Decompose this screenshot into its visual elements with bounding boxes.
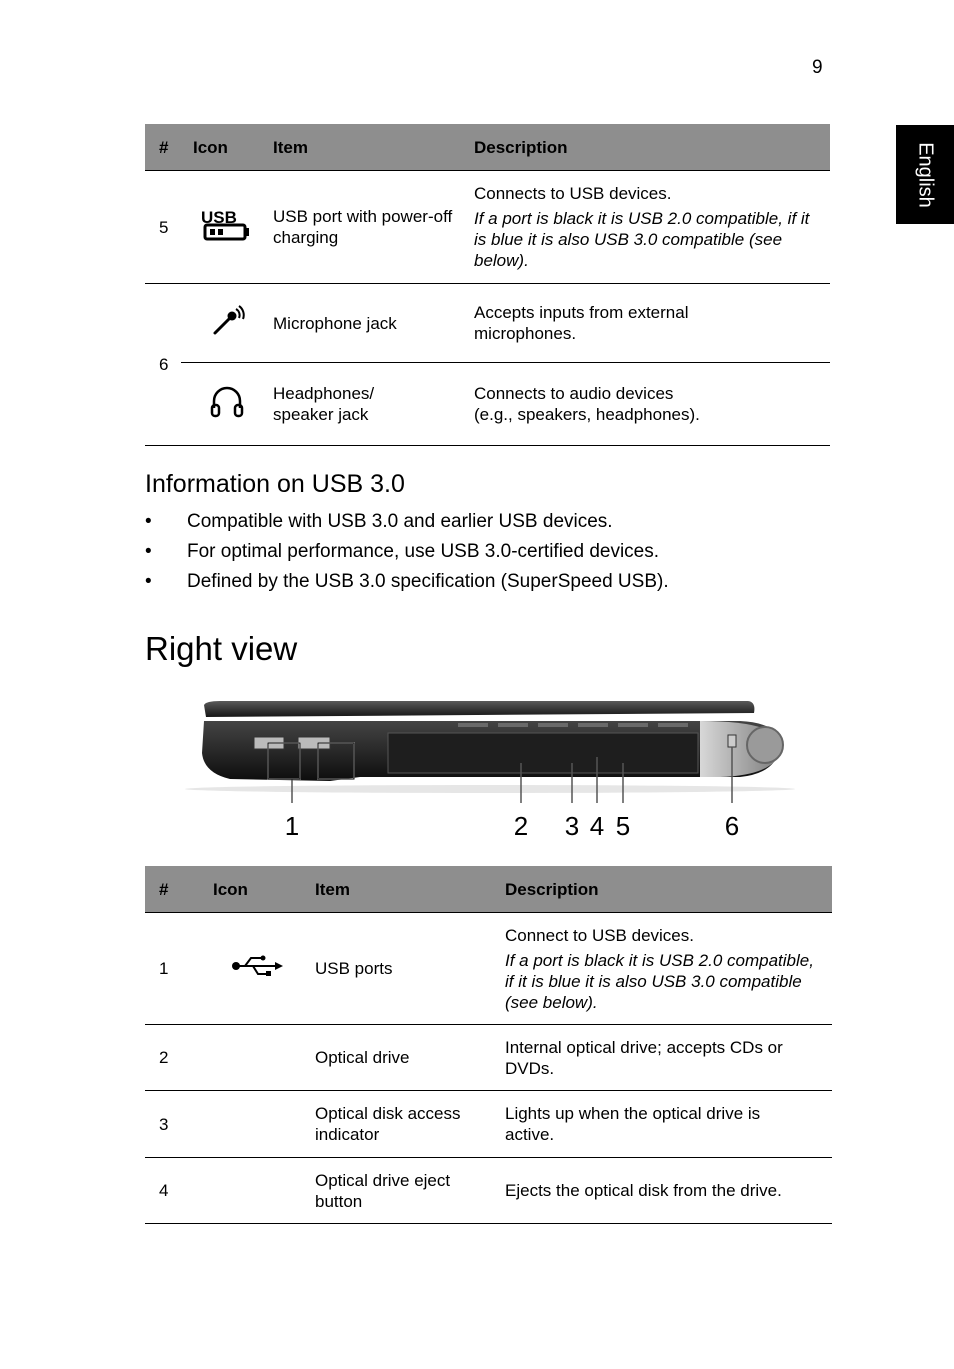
row-description [474, 171, 830, 284]
right-view-spec-table [145, 866, 832, 1224]
table-row [145, 913, 832, 1025]
language-tab [896, 125, 954, 224]
usb-info-list [145, 510, 669, 600]
row-item: Microphone jack [273, 284, 474, 363]
col-header-num: # [145, 866, 199, 913]
list-item-text: Compatible with USB 3.0 and earlier USB devices. [187, 511, 613, 532]
description-text: Connect to USB devices. [505, 925, 694, 945]
row-item: Headphones/ speaker jack [273, 363, 474, 446]
row-description: Accepts inputs from external microphones. [474, 284, 830, 363]
callout-label: 4 [589, 811, 605, 841]
language-tab-label: English [914, 141, 937, 208]
right-view-heading: Right view [145, 630, 298, 667]
col-header-description: Description [474, 124, 830, 171]
laptop-illustration [180, 693, 810, 808]
description-note: If a port is black it is USB 2.0 compatible, if it is blue it is also USB 3.0 compatible (see below). [505, 950, 814, 1012]
row-item: USB port with power-off charging [273, 171, 474, 284]
col-header-item: Item [315, 866, 505, 913]
col-header-description: Description [505, 866, 832, 913]
row-description [474, 363, 830, 446]
col-header-num: # [145, 124, 181, 171]
table-row [145, 284, 830, 363]
row-item: Optical drive [315, 1025, 505, 1091]
description-note: If a port is black it is USB 2.0 compatible, if it is blue it is also USB 3.0 compatible (see below). [474, 209, 810, 270]
description-text: (e.g., speakers, headphones). [474, 405, 700, 424]
table-row [145, 1025, 832, 1091]
description-text: Connects to USB devices. [474, 184, 672, 203]
col-header-icon: Icon [181, 124, 273, 171]
row-num: 2 [145, 1025, 199, 1091]
description-text: Connects to audio devices [474, 384, 674, 403]
row-num: 4 [145, 1158, 199, 1224]
row-item: USB ports [315, 913, 505, 1025]
page-number: 9 [812, 57, 823, 78]
row-num: 3 [145, 1091, 199, 1158]
callout-label: 6 [724, 811, 740, 841]
laptop-right-view-figure [180, 693, 810, 843]
row-description: Ejects the optical disk from the drive. [505, 1158, 832, 1224]
table-row [145, 171, 830, 284]
usb-power-off-charging-icon [181, 171, 273, 284]
list-item: • Compatible with USB 3.0 and earlier USB devices. [145, 511, 613, 532]
callout-label: 3 [564, 811, 580, 841]
table-row [145, 1158, 832, 1224]
table-row [145, 1091, 832, 1158]
row-description [505, 913, 832, 1025]
list-item: • For optimal performance, use USB 3.0-certified devices. [145, 541, 660, 562]
row-item: Optical drive eject button [315, 1158, 505, 1224]
callout-label: 1 [284, 811, 300, 841]
row-num: 5 [145, 171, 181, 284]
col-header-item: Item [273, 124, 474, 171]
callout-label: 2 [513, 811, 529, 841]
usb-info-heading: Information on USB 3.0 [145, 470, 405, 498]
row-num: 6 [145, 284, 181, 446]
list-item: • Defined by the USB 3.0 specification (SuperSpeed USB). [145, 571, 669, 592]
row-description: Internal optical drive; accepts CDs or DVDs. [505, 1025, 832, 1091]
row-item: Optical disk access indicator [315, 1091, 505, 1158]
col-header-icon: Icon [199, 866, 315, 913]
top-spec-table [145, 124, 830, 446]
callout-label: 5 [615, 811, 631, 841]
list-item-text: Defined by the USB 3.0 specification (SuperSpeed USB). [187, 571, 669, 592]
microphone-icon [181, 284, 273, 363]
usb-icon-text: USB [201, 207, 237, 227]
row-num: 1 [145, 913, 199, 1025]
list-item-text: For optimal performance, use USB 3.0-certified devices. [187, 541, 660, 562]
headphones-icon [181, 363, 273, 446]
row-description: Lights up when the optical drive is active. [505, 1091, 832, 1158]
table-row [145, 363, 830, 446]
usb-icon [199, 913, 315, 1025]
